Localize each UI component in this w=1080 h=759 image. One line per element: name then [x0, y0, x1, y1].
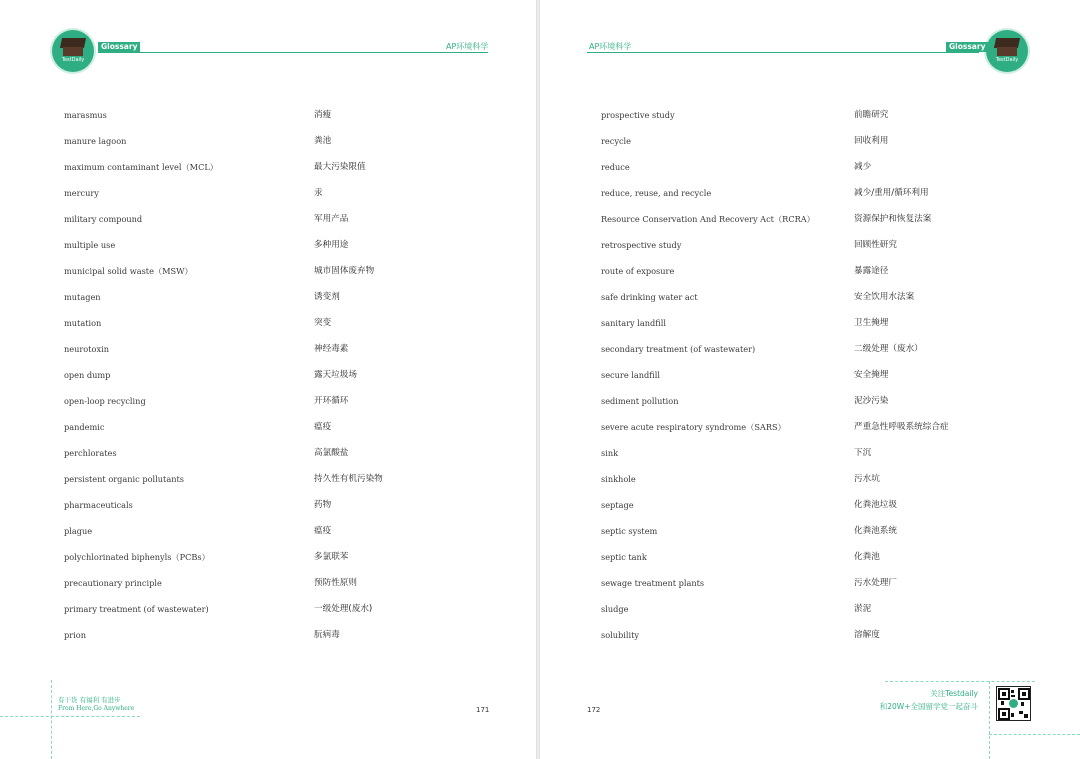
glossary-translation: 资源保护和恢复法案: [854, 214, 932, 224]
glossary-translation: 化粪池: [854, 552, 880, 562]
glossary-entry: [64, 284, 464, 310]
glossary-translation: 突变: [314, 318, 332, 328]
glossary-entry: [64, 596, 464, 622]
page-number: 171: [476, 706, 490, 714]
slogan-en: From Here,Go Anywhere: [58, 705, 135, 712]
glossary-translation: 开环循环: [314, 396, 349, 406]
qr-code-icon[interactable]: [996, 686, 1031, 721]
follow-text: 关注Testdaily: [930, 689, 978, 698]
testdaily-logo: [52, 30, 94, 72]
glossary-entry: [64, 570, 464, 596]
glossary-entry: [601, 310, 1001, 336]
footer-divider: [885, 681, 1035, 682]
testdaily-logo: [986, 30, 1028, 72]
glossary-term: prospective study: [601, 110, 675, 120]
glossary-entry: [601, 622, 1001, 648]
glossary-translation: 化粪池系统: [854, 526, 897, 536]
glossary-entry: [64, 336, 464, 362]
glossary-term: pandemic: [64, 422, 105, 432]
glossary-entry: [64, 440, 464, 466]
glossary-entry: [64, 128, 464, 154]
header-subject: AP环境科学: [589, 42, 632, 51]
glossary-entry: [64, 466, 464, 492]
glossary-term: sink: [601, 448, 619, 458]
header-rule: [98, 52, 488, 53]
glossary-entry: [64, 102, 464, 128]
glossary-entry: [601, 154, 1001, 180]
glossary-entry: [64, 544, 464, 570]
glossary-entry: [601, 518, 1001, 544]
glossary-translation: 瘟疫: [314, 526, 332, 536]
glossary-translation: 消瘦: [314, 110, 332, 120]
glossary-entry: [601, 414, 1001, 440]
glossary-term: recycle: [601, 136, 632, 146]
glossary-translation: 严重急性呼吸系统综合症: [854, 422, 949, 432]
glossary-term: plague: [64, 526, 93, 536]
qr-module: [1024, 714, 1028, 718]
glossary-term: primary treatment (of wastewater): [64, 604, 209, 614]
glossary-translation: 化粪池垃圾: [854, 500, 897, 510]
glossary-entry: [64, 154, 464, 180]
header-subject: AP环境科学: [446, 42, 489, 51]
glossary-entry: [64, 492, 464, 518]
glossary-translation: 前瞻研究: [854, 110, 889, 120]
logo-board: [63, 47, 83, 56]
glossary-entry: [601, 544, 1001, 570]
glossary-term: sinkhole: [601, 474, 636, 484]
glossary-term: solubility: [601, 630, 640, 640]
glossary-term: sanitary landfill: [601, 318, 667, 328]
footer-divider: [0, 716, 140, 717]
glossary-term: reduce, reuse, and recycle: [601, 188, 712, 198]
glossary-translation: 粪池: [314, 136, 332, 146]
qr-module: [1021, 702, 1024, 706]
page-number: 172: [587, 706, 601, 714]
qr-module: [1019, 711, 1023, 714]
glossary-translation: 高氯酸盐: [314, 448, 349, 458]
glossary-term: polychlorinated biphenyls（PCBs）: [64, 552, 210, 562]
header-rule: [587, 52, 979, 53]
glossary-entry: [601, 440, 1001, 466]
glossary-translation: 军用产品: [314, 214, 349, 224]
glossary-translation: 安全饮用水法案: [854, 292, 915, 302]
glossary-term: military compound: [64, 214, 143, 224]
glossary-translation: 汞: [314, 188, 323, 198]
glossary-entry: [601, 336, 1001, 362]
qr-center-logo-icon: [1009, 699, 1018, 708]
glossary-translation: 安全掩埋: [854, 370, 889, 380]
logo-text: TestDaily: [61, 57, 85, 63]
glossary-translation: 下沉: [854, 448, 872, 458]
glossary-term: open-loop recycling: [64, 396, 146, 406]
glossary-translation: 城市固体废弃物: [314, 266, 375, 276]
footer-divider: [989, 734, 1080, 735]
glossary-term: retrospective study: [601, 240, 682, 250]
glossary-term: pharmaceuticals: [64, 500, 133, 510]
glossary-term: municipal solid waste（MSW）: [64, 266, 193, 276]
glossary-translation: 淤泥: [854, 604, 872, 614]
glossary-translation: 持久性有机污染物: [314, 474, 383, 484]
glossary-term: septic system: [601, 526, 658, 536]
glossary-term: mutagen: [64, 292, 101, 302]
glossary-entry: [64, 362, 464, 388]
glossary-term: septage: [601, 500, 634, 510]
glossary-term: prion: [64, 630, 86, 640]
glossary-translation: 减少: [854, 162, 872, 172]
glossary-entry: [601, 492, 1001, 518]
glossary-entry: [64, 518, 464, 544]
glossary-entry: [64, 310, 464, 336]
qr-module: [1011, 690, 1014, 693]
glossary-translation: 回收利用: [854, 136, 889, 146]
glossary-term: precautionary principle: [64, 578, 162, 588]
glossary-translation: 卫生掩埋: [854, 318, 889, 328]
glossary-entry: [601, 128, 1001, 154]
glossary-entry: [601, 258, 1001, 284]
glossary-term: safe drinking water act: [601, 292, 698, 302]
glossary-term: manure lagoon: [64, 136, 127, 146]
glossary-translation: 减少/重用/循环利用: [854, 188, 929, 198]
glossary-entry: [601, 102, 1001, 128]
glossary-entry: [601, 466, 1001, 492]
follow-subtext: 和20W+全国留学党一起奋斗: [879, 702, 978, 711]
glossary-term: route of exposure: [601, 266, 675, 276]
glossary-translation: 诱变剂: [314, 292, 340, 302]
glossary-translation: 朊病毒: [314, 630, 340, 640]
glossary-term: secure landfill: [601, 370, 660, 380]
glossary-term: mutation: [64, 318, 102, 328]
glossary-entry: [64, 206, 464, 232]
glossary-translation: 多氯联苯: [314, 552, 349, 562]
glossary-term: marasmus: [64, 110, 107, 120]
glossary-entry: [601, 388, 1001, 414]
glossary-term: reduce: [601, 162, 630, 172]
glossary-entry: [601, 232, 1001, 258]
qr-module: [1011, 695, 1015, 697]
glossary-term: perchlorates: [64, 448, 117, 458]
glossary-entry: [64, 180, 464, 206]
glossary-translation: 瘟疫: [314, 422, 332, 432]
glossary-entry: [601, 284, 1001, 310]
glossary-term: open dump: [64, 370, 111, 380]
glossary-term: secondary treatment (of wastewater): [601, 344, 756, 354]
glossary-translation: 多种用途: [314, 240, 349, 250]
glossary-translation: 药物: [314, 500, 332, 510]
glossary-entry: [601, 180, 1001, 206]
glossary-entry: [64, 232, 464, 258]
glossary-term: maximum contaminant level（MCL）: [64, 162, 218, 172]
glossary-term: multiple use: [64, 240, 116, 250]
logo-board: [997, 47, 1017, 56]
glossary-entry: [64, 388, 464, 414]
footer-divider: [989, 681, 990, 759]
glossary-translation: 污水处理厂: [854, 578, 897, 588]
glossary-translation: 一级处理(废水): [314, 604, 373, 614]
qr-module: [1001, 701, 1004, 705]
glossary-entry: [601, 206, 1001, 232]
glossary-translation: 污水坑: [854, 474, 880, 484]
qr-finder: [1018, 688, 1030, 700]
glossary-entry: [64, 258, 464, 284]
glossary-term: mercury: [64, 188, 99, 198]
left-page: [0, 0, 536, 759]
slogan-cn: 有干货 有福利 有进步: [58, 696, 121, 704]
footer-divider: [51, 680, 52, 759]
glossary-translation: 最大污染限值: [314, 162, 366, 172]
qr-finder: [998, 688, 1010, 700]
logo-text: TestDaily: [995, 57, 1019, 63]
glossary-entry: [601, 362, 1001, 388]
glossary-term: septic tank: [601, 552, 647, 562]
glossary-term: severe acute respiratory syndrome（SARS）: [601, 422, 786, 432]
glossary-term: neurotoxin: [64, 344, 109, 354]
glossary-translation: 露天垃圾场: [314, 370, 357, 380]
right-page: [540, 0, 1080, 759]
glossary-term: persistent organic pollutants: [64, 474, 184, 484]
glossary-term: Resource Conservation And Recovery Act（RCRA）: [601, 214, 815, 224]
qr-finder: [998, 708, 1010, 720]
glossary-translation: 神经毒素: [314, 344, 349, 354]
glossary-entry: [64, 414, 464, 440]
glossary-translation: 泥沙污染: [854, 396, 889, 406]
glossary-translation: 回顾性研究: [854, 240, 897, 250]
glossary-term: sludge: [601, 604, 629, 614]
glossary-entry: [601, 596, 1001, 622]
glossary-tag: Glossary: [98, 42, 140, 52]
glossary-term: sewage treatment plants: [601, 578, 705, 588]
glossary-translation: 溶解度: [854, 630, 880, 640]
glossary-tag: Glossary: [946, 42, 988, 52]
glossary-translation: 暴露途径: [854, 266, 889, 276]
qr-module: [1011, 713, 1014, 717]
glossary-translation: 二级处理（废水）: [854, 344, 923, 354]
glossary-term: sediment pollution: [601, 396, 679, 406]
glossary-translation: 预防性原则: [314, 578, 357, 588]
glossary-entry: [601, 570, 1001, 596]
glossary-entry: [64, 622, 464, 648]
